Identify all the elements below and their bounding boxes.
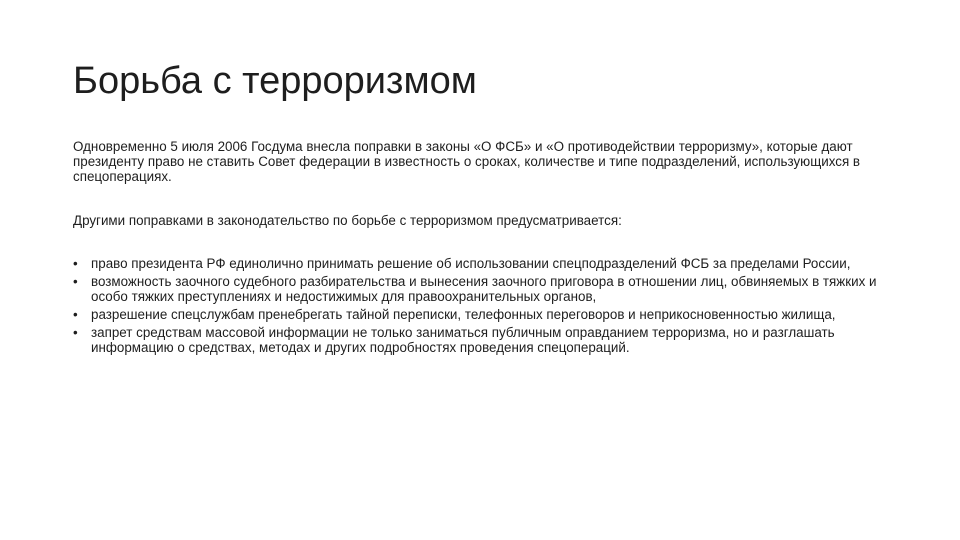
list-item xyxy=(73,256,893,271)
list-item-text: право президента РФ единолично принимать решение об использовании спецподразделений ФСБ за пределами России, xyxy=(91,256,851,271)
bullet-icon: • xyxy=(73,274,78,289)
provisions-list xyxy=(73,256,893,355)
paragraph-provisions-intro: Другими поправками в законодательство по борьбе с терроризмом предусматривается: xyxy=(73,213,622,228)
list-item xyxy=(73,325,893,355)
slide-body xyxy=(73,139,893,358)
list-item-text: запрет средствам массовой информации не только заниматься публичным оправданием терроризма, но и разглашать информацию о средствах, методах и других подробностях проведения спецопераций. xyxy=(91,325,835,355)
bullet-icon: • xyxy=(73,307,78,322)
list-item xyxy=(73,274,893,304)
paragraph-amendments: Одновременно 5 июля 2006 Госдума внесла поправки в законы «О ФСБ» и «О противодействии терроризму», которые дают президенту право не ставить Совет федерации в известность о сроках, количестве и типе подразделений, использующихся в спецоперациях. xyxy=(73,139,861,184)
bullet-icon: • xyxy=(73,256,78,271)
list-item-text: разрешение спецслужбам пренебрегать тайной переписки, телефонных переговоров и неприкосновенностью жилища, xyxy=(91,307,836,322)
list-item xyxy=(73,307,893,322)
slide-title: Борьба с терроризмом xyxy=(73,60,477,102)
bullet-icon: • xyxy=(73,325,78,340)
list-item-text: возможность заочного судебного разбирательства и вынесения заочного приговора в отношении лиц, обвиняемых в тяжких и особо тяжких преступлениях и недостижимых для правоохранительных органов, xyxy=(91,274,877,304)
